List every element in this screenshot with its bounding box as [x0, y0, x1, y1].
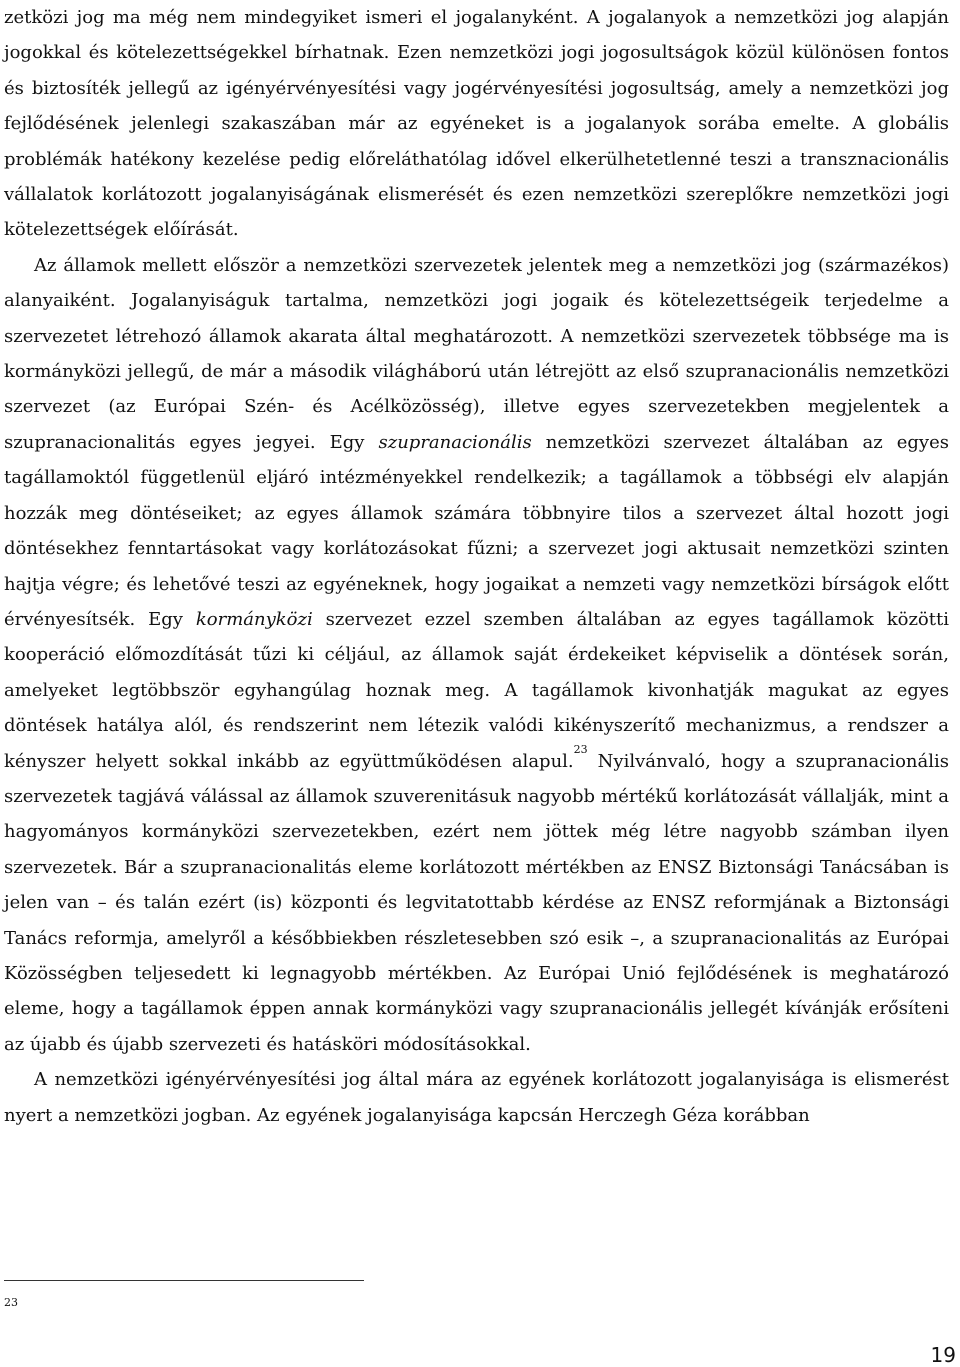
paragraph-3-text: A nemzetközi igényérvényesítési jog által mára az egyének korlátozott jogalanyisága is elismerést nyert a nemzetközi jogban. Az egyének jogalanyisága kapcsán Herczegh Géza korábban [4, 1069, 949, 1126]
paragraph-2-text-a: Az államok mellett először a nemzetközi szervezetek jelentek meg a nemzetközi jog (származékos) alanyaiként. Jogalanyiságuk tartalma, nemzetközi jogi jogaik és kötelezettségeik terjedelme a szervezetet létrehozó államok akarata által meghatározott. A nemzetközi szervezetek többsége ma is kormányközi jellegű, de már a második világháború után létrejött az első szupranacionális nemzetközi szervezet (az Európai Szén- és Acélközösség), illetve egyes szervezetekben megjelentek a szupranacionalitás egyes jegyei. Egy [4, 254, 949, 453]
footnote-reference[interactable]: 23 [573, 742, 588, 756]
footnote-mark: 23 [4, 1296, 18, 1309]
emphasis-intergovernmental: kormányközi [195, 608, 313, 630]
paragraph-2-text-d: Nyilvánvaló, hogy a szupranacionális szervezetek tagjává válással az államok szuverenitásuk nagyobb mértékű korlátozását vállalják, mint a hagyományos kormányközi szervezetekben, ezért nem jöttek még létre nagyobb számban ilyen szervezetek. Bár a szupranacionalitás eleme korlátozott mértékben az ENSZ Biztonsági Tanácsában is jelen van – és talán ezért (is) központi és legvitatottabb kérdése az ENSZ reformjának a Biztonsági Tanács reformja, amelyről a későbbiekben részletesebben szó esik –, a szupranacionalitás az Európai Közösségben teljesedett ki legnagyobb mértékben. Az Európai Unió fejlődésének is meghatározó eleme, hogy a tagállamok éppen annak kormányközi vagy szupranacionális jellegét kívánják erősíteni az újabb és újabb szervezeti és hatásköri módosításokkal. [4, 750, 949, 1055]
paragraph-1 [4, 0, 949, 248]
paragraph-1-text: zetközi jog ma még nem mindegyiket ismeri el jogalanyként. A jogalanyok a nemzetközi jog alapján jogokkal és kötelezettségekkel bírhatnak. Ezen nemzetközi jogi jogosultságok közül különösen fontos és biztosíték jellegű az igényérvényesítési vagy jogérvényesítési jogosultság, amely a nemzetközi jog fejlődésének jelenlegi szakaszában már az egyéneket is a jogalanyok sorába emelte. A globális problémák hatékony kezelése pedig előreláthatólag idővel elkerülhetetlenné teszi a transznacionális vállalatok korlátozott jogalanyiságának elismerését és ezen nemzetközi szereplőkre nemzetközi jogi kötelezettségek előírását. [4, 7, 949, 241]
paragraph-2-text-b: nemzetközi szervezet általában az egyes tagállamoktól függetlenül eljáró intézményekkel rendelkezik; a tagállamok a többségi elv alapján hozzák meg döntéseiket; az egyes államok számára többnyire tilos a szervezet által hozott jogi döntésekhez fenntartásokat vagy korlátozásokat fűzni; a szervezet jogi aktusait nemzetközi szinten hajtja végre; és lehetővé teszi az egyéneknek, hogy jogaikat a nemzeti vagy nemzetközi bírságok előtt érvényesítsék. Egy [4, 431, 949, 630]
footnote-divider [4, 1280, 364, 1281]
page-body [4, 0, 949, 1133]
paragraph-2-text-c: szervezet ezzel szemben általában az egyes tagállamok közötti kooperáció előmozdítását tűzi ki céljául, az államok saját érdekeiket képviselik a döntések során, amelyeket legtöbbször egyhangúlag hoznak meg. A tagállamok kivonhatják magukat az egyes döntések hatálya alól, és rendszerint nem létezik valódi kikényszerítő mechanizmus, a rendszer a kényszer helyett sokkal inkább az együttműködésen alapul. [4, 608, 949, 772]
paragraph-3 [4, 1062, 949, 1133]
emphasis-supranational: szupranacionális [378, 431, 532, 453]
paragraph-2 [4, 248, 949, 1062]
page-number: 19 [930, 1343, 956, 1367]
